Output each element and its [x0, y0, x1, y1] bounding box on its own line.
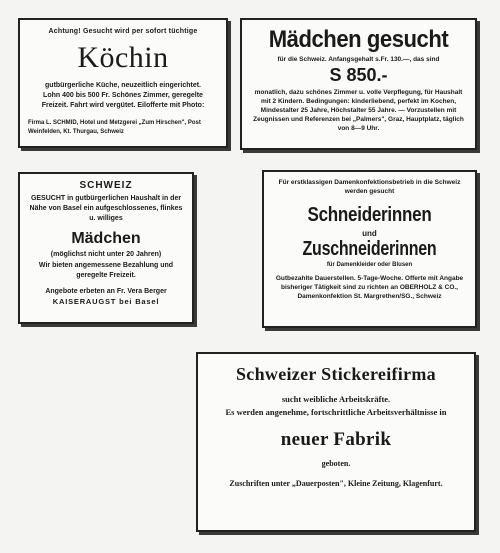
job-ad-koechin [18, 18, 228, 148]
ad-body-line2: Es werden angenehme, fortschrittliche Arbeitsverhältnisse in [225, 407, 447, 417]
ad-place: KAISERAUGST bei Basel [52, 297, 160, 306]
ad-title: Köchin [77, 41, 169, 74]
ad-factory: neuer Fabrik [280, 429, 392, 450]
ad-offer: Angebote erbeten an Fr. Vera Berger [45, 288, 167, 295]
ad-header: SCHWEIZ [79, 180, 133, 191]
ad-body-line1: sucht weibliche Arbeitskräfte. [281, 394, 391, 404]
ad-title-secondary: Zuschneiderinnen [302, 238, 437, 260]
ad-title: Mädchen [71, 230, 141, 247]
ad-subtitle: für die Schweiz. Anfangsgehalt s.Fr. 130.—, das sind [277, 56, 440, 63]
ad-address: Firma L. SCHMID, Hotel und Metzgerei „Zum Hirschen", Post Weinfelden, Kt. Thurgau, Schweiz [28, 120, 201, 135]
ad-body: GESUCHT in gutbürgerlichen Haushalt in der Nähe von Basel ein aufgeschlossenes, flinkes u. williges [29, 195, 183, 222]
ad-header: Für erstklassigen Damenkonfektionsbetrieb in die Schweiz werden gesucht [278, 179, 461, 195]
ad-price: S 850.- [329, 65, 388, 85]
ad-title: Mädchen gesucht [268, 26, 449, 53]
ad-note: (möglichst nicht unter 20 Jahren) [50, 251, 162, 258]
ad-body [206, 393, 466, 419]
job-ad-schweiz-maedchen [18, 172, 194, 324]
ad-contact: Zuschriften unter „Dauerposten", Kleine Zeitung, Klagenfurt. [229, 479, 443, 488]
job-ad-maedchen-gesucht [240, 18, 477, 150]
ad-for: für Damenkleider oder Blusen [326, 262, 413, 268]
ad-title-primary: Schneiderinnen [307, 204, 432, 226]
ad-given: geboten. [321, 459, 351, 468]
ad-header: Achtung! Gesucht wird per sofort tüchtige [48, 28, 198, 35]
ad-title: Schweizer Stickereifirma [236, 364, 436, 384]
ad-body: gutbürgerliche Küche, neuzeitlich eingerichtet. Lohn 400 bis 500 Fr. Schönes Zimmer, geregelte Freizeit. Fahrt wird vergütet. Eilofferte mit Photo: [41, 82, 205, 109]
job-ad-stickereifirma [196, 352, 476, 532]
ad-conditions: Wir bieten angemessene Bezahlung und geregelte Freizeit. [38, 262, 174, 279]
ad-and: und [362, 229, 377, 238]
ad-body: Gutbezahlte Dauerstellen. 5-Tage-Woche. Offerte mit Angabe bisheriger Tätigkeit sind zu richten an OBERHOLZ & CO., Damenkonfektion St. Margrethen/SG., Schweiz [275, 275, 464, 300]
job-ad-schneiderinnen [262, 170, 477, 328]
ad-body: monatlich, dazu schönes Zimmer u. volle Verpflegung, für Haushalt mit 2 Kindern. Bedingungen: kinderliebend, perfekt im Kochen, Mindestalter 25 Jahre, Höchstalter 55 Jahre. — Vorzustellen mit Zeugnissen und Referenzen bei „Palmers", Graz, Hauptplatz, täglich von 8—9 Uhr. [253, 89, 464, 132]
